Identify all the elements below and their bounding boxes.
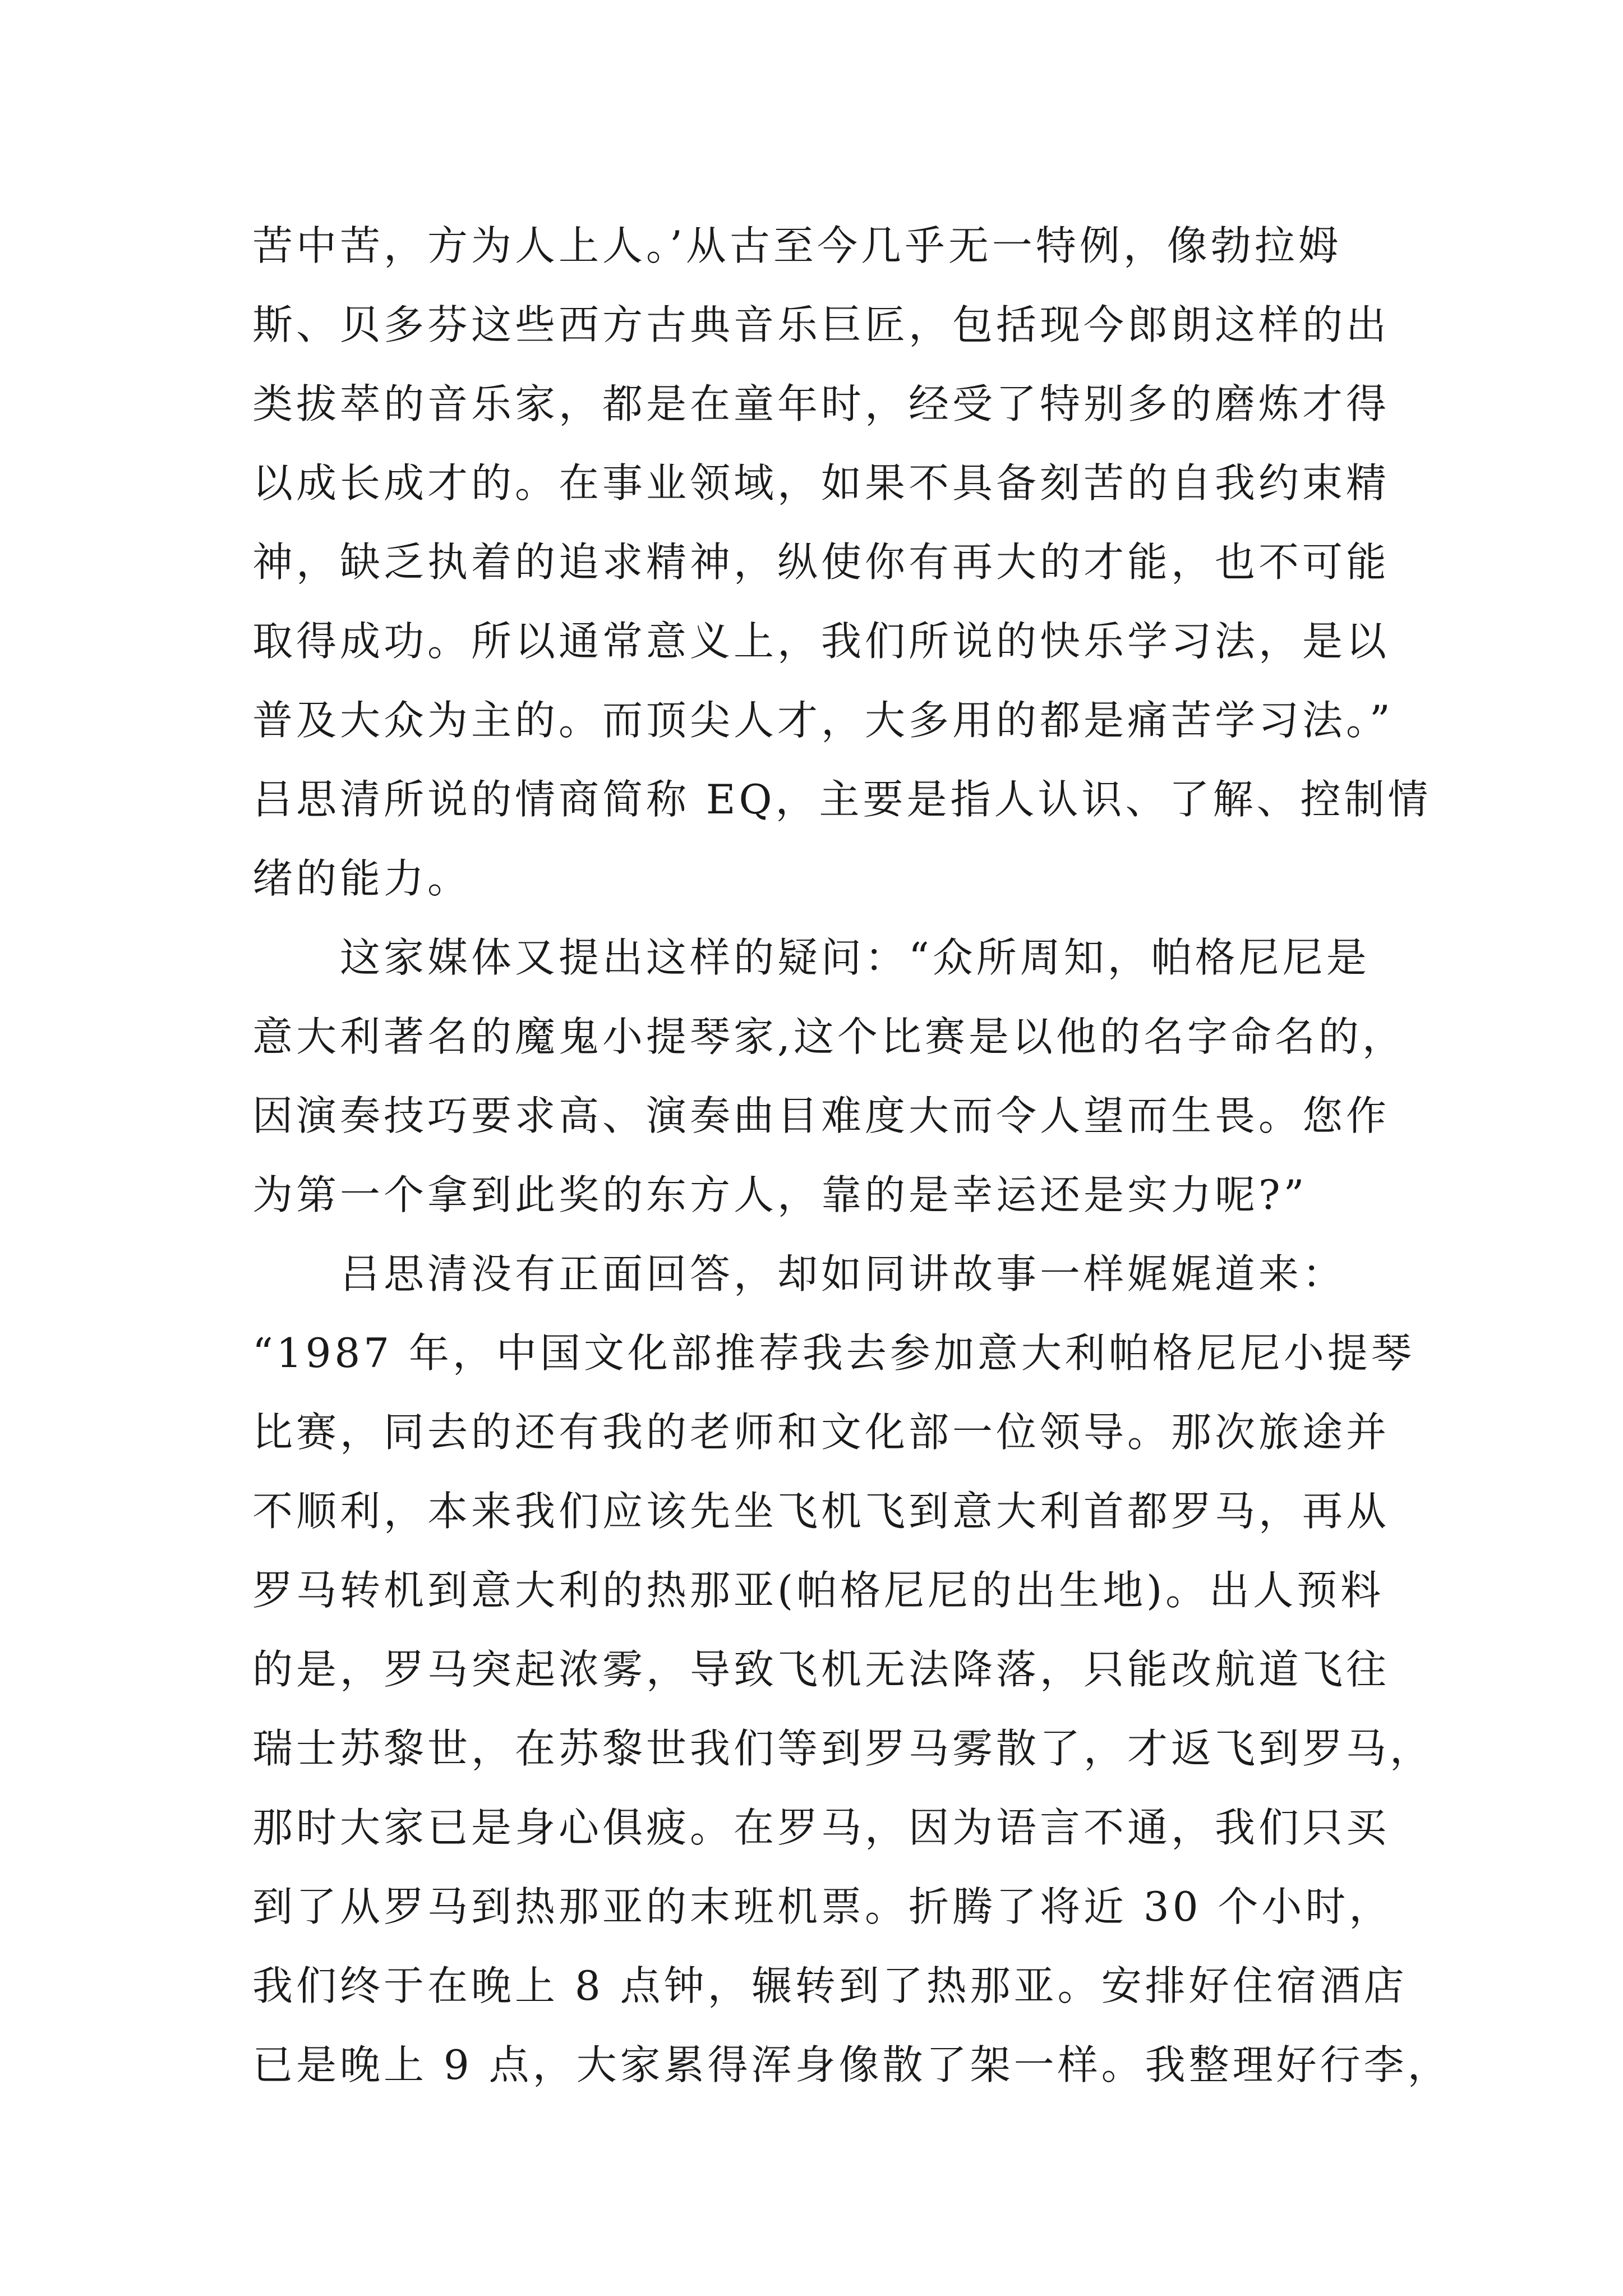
text-line: 意大利著名的魔鬼小提琴家,这个比赛是以他的名字命名的， bbox=[252, 1013, 1406, 1060]
text-line: 罗马转机到意大利的热那亚(帕格尼尼的出生地)。出人预料 bbox=[252, 1567, 1385, 1614]
text-line: 为第一个拿到此奖的东方人，靠的是幸运还是实力呢?” bbox=[252, 1171, 1308, 1218]
text-line: 苦中苦，方为人上人。’从古至今几乎无一特例，像勃拉姆 bbox=[252, 222, 1342, 269]
text-line: 吕思清没有正面回答，却如同讲故事一样娓娓道来： bbox=[252, 1250, 1347, 1297]
text-line: 类拔萃的音乐家，都是在童年时，经受了特别多的磨炼才得 bbox=[252, 380, 1390, 427]
text-line: 取得成功。所以通常意义上，我们所说的快乐学习法，是以 bbox=[252, 618, 1390, 665]
text-line: 吕思清所说的情商简称 EQ，主要是指人认识、了解、控制情 bbox=[252, 776, 1432, 823]
text-line: 以成长成才的。在事业领域，如果不具备刻苦的自我约束精 bbox=[252, 459, 1390, 507]
text-line: 我们终于在晚上 8 点钟，辗转到了热那亚。安排好住宿酒店 bbox=[252, 1962, 1408, 2009]
text-line: 神，缺乏执着的追求精神，纵使你有再大的才能，也不可能 bbox=[252, 539, 1390, 586]
text-line: 瑞士苏黎世，在苏黎世我们等到罗马雾散了，才返飞到罗马， bbox=[252, 1725, 1434, 1772]
text-line: 不顺利，本来我们应该先坐飞机飞到意大利首都罗马，再从 bbox=[252, 1488, 1390, 1535]
text-line: 已是晚上 9 点，大家累得浑身像散了架一样。我整理好行李， bbox=[252, 2041, 1451, 2088]
text-line: “1987 年，中国文化部推荐我去参加意大利帕格尼尼小提琴 bbox=[252, 1329, 1415, 1377]
text-line: 这家媒体又提出这样的疑问：“众所周知，帕格尼尼是 bbox=[252, 934, 1370, 981]
text-line: 到了从罗马到热那亚的末班机票。折腾了将近 30 个小时， bbox=[252, 1883, 1393, 1930]
text-line: 绪的能力。 bbox=[252, 855, 472, 902]
text-line: 普及大众为主的。而顶尖人才，大多用的都是痛苦学习法。” bbox=[252, 697, 1394, 744]
text-line: 那时大家已是身心俱疲。在罗马，因为语言不通，我们只买 bbox=[252, 1804, 1390, 1851]
text-line: 比赛，同去的还有我的老师和文化部一位领导。那次旅途并 bbox=[252, 1409, 1390, 1456]
body-text bbox=[252, 206, 1451, 2105]
text-line: 因演奏技巧要求高、演奏曲目难度大而令人望而生畏。您作 bbox=[252, 1092, 1390, 1139]
text-line: 斯、贝多芬这些西方古典音乐巨匠，包括现今郎朗这样的出 bbox=[252, 301, 1390, 348]
text-line: 的是，罗马突起浓雾，导致飞机无法降落，只能改航道飞往 bbox=[252, 1646, 1390, 1693]
